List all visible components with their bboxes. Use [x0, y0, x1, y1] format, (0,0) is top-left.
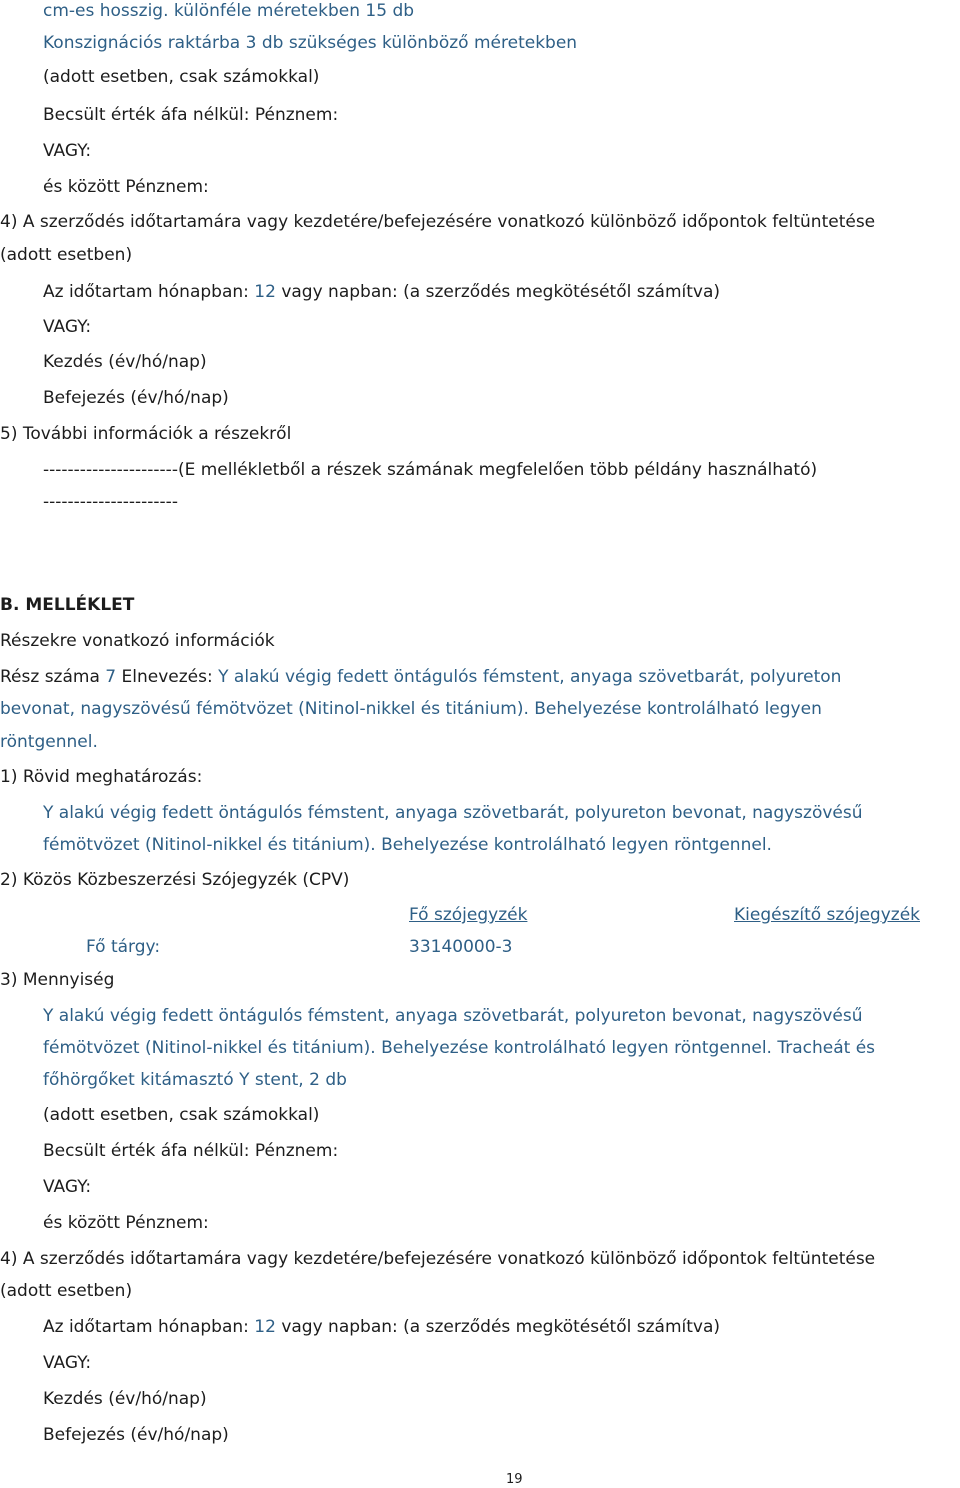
section-heading: 3) Mennyiség	[0, 970, 115, 990]
text-line: VAGY:	[43, 1177, 92, 1197]
text-line: Befejezés (év/hó/nap)	[43, 388, 229, 408]
name-label: Elnevezés:	[121, 667, 213, 687]
name-value: röntgennel.	[0, 732, 98, 752]
section-heading: 1) Rövid meghatározás:	[0, 767, 203, 787]
duration-suffix: vagy napban: (a szerződés megkötésétől számítva)	[281, 282, 721, 302]
text-line: Kezdés (év/hó/nap)	[43, 352, 207, 372]
text-line: Kezdés (év/hó/nap)	[43, 1389, 207, 1409]
section-heading: 5) További információk a részekről	[0, 424, 292, 444]
duration-months: 12	[254, 1317, 276, 1337]
quantity-text: Y alakú végig fedett öntágulós fémstent, anyaga szövetbarát, polyureton bevonat, nagyszövésű	[43, 1006, 863, 1026]
section-heading: 2) Közös Közbeszerzési Szójegyzék (CPV)	[0, 870, 350, 890]
part-line	[0, 666, 841, 688]
text-line: és között Pénznem:	[43, 177, 209, 197]
text-line: Becsült érték áfa nélkül: Pénznem:	[43, 1141, 339, 1161]
short-description: Y alakú végig fedett öntágulós fémstent, anyaga szövetbarát, polyureton bevonat, nagyszövésű	[43, 803, 863, 823]
name-value: Y alakú végig fedett öntágulós fémstent, anyaga szövetbarát, polyureton	[218, 667, 842, 687]
cpv-code: 33140000-3	[409, 937, 513, 957]
section-heading: 4) A szerződés időtartamára vagy kezdetére/befejezésére vonatkozó különböző időpontok feltüntetése	[0, 1249, 876, 1269]
text-line: cm-es hosszig. különféle méretekben 15 db	[43, 1, 415, 21]
duration-line	[43, 281, 720, 303]
part-label: Rész száma	[0, 667, 100, 687]
text-line: Becsült érték áfa nélkül: Pénznem:	[43, 105, 339, 125]
text-line: Befejezés (év/hó/nap)	[43, 1425, 229, 1445]
duration-prefix: Az időtartam hónapban:	[43, 1317, 249, 1337]
text-line: Konszignációs raktárba 3 db szükséges különböző méretekben	[43, 33, 578, 53]
duration-suffix: vagy napban: (a szerződés megkötésétől számítva)	[281, 1317, 721, 1337]
separator-line: ----------------------(E mellékletből a részek számának megfelelően több példány használható)	[43, 460, 818, 480]
text-line: VAGY:	[43, 317, 92, 337]
text-line: (adott esetben, csak számokkal)	[43, 1105, 320, 1125]
text-line: VAGY:	[43, 1353, 92, 1373]
text-line: és között Pénznem:	[43, 1213, 209, 1233]
quantity-text: főhörgőket kitámasztó Y stent, 2 db	[43, 1070, 347, 1090]
annex-title: B. MELLÉKLET	[0, 595, 135, 615]
part-number: 7	[105, 667, 117, 687]
duration-line	[43, 1316, 720, 1338]
cpv-main-header: Fő szójegyzék	[409, 905, 528, 925]
duration-months: 12	[254, 282, 276, 302]
name-value: bevonat, nagyszövésű fémötvözet (Nitinol-nikkel és titánium). Behelyezése kontrolálható legyen	[0, 699, 822, 719]
text-line: (adott esetben, csak számokkal)	[43, 67, 320, 87]
annex-subtitle: Részekre vonatkozó információk	[0, 631, 275, 651]
cpv-row-label: Fő tárgy:	[86, 937, 161, 957]
text-line: (adott esetben)	[0, 1281, 133, 1301]
quantity-text: fémötvözet (Nitinol-nikkel és titánium). Behelyezése kontrolálható legyen röntgennel. Tracheát és	[43, 1038, 876, 1058]
page-number: 19	[506, 1472, 523, 1487]
duration-prefix: Az időtartam hónapban:	[43, 282, 249, 302]
text-line: VAGY:	[43, 141, 92, 161]
short-description: fémötvözet (Nitinol-nikkel és titánium). Behelyezése kontrolálható legyen röntgennel.	[43, 835, 772, 855]
section-heading: 4) A szerződés időtartamára vagy kezdetére/befejezésére vonatkozó különböző időpontok feltüntetése	[0, 212, 876, 232]
cpv-supplementary-header: Kiegészítő szójegyzék	[734, 905, 920, 925]
separator-line: ----------------------	[43, 492, 178, 512]
text-line: (adott esetben)	[0, 245, 133, 265]
